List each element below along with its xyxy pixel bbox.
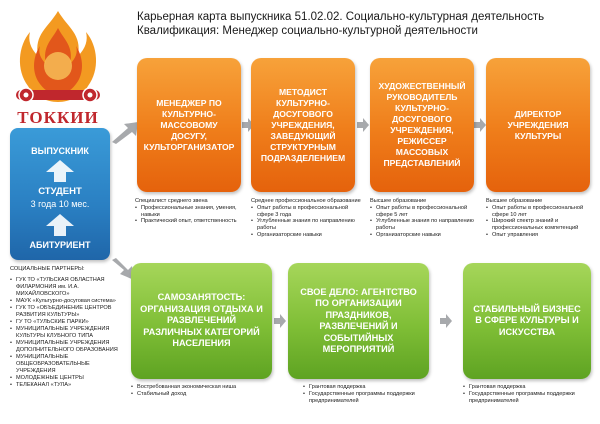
- career-box-culture-organizer: МЕНЕДЖЕР ПО КУЛЬТУРНО-МАССОВОМУ ДОСУГУ, КУЛЬТОРГАНИЗАТОР: [137, 58, 241, 192]
- list-item: • Организаторские навыки: [370, 232, 482, 239]
- list-item: • Востребованная экономическая ниша: [131, 384, 271, 391]
- arrow-right-icon: [474, 118, 486, 132]
- partner-item: • ГУ ТО «ТУЛЬСКИЕ ПАРКИ»: [10, 319, 130, 326]
- social-partners: [10, 266, 130, 389]
- arrow-to-career-icon: [112, 122, 138, 144]
- partner-item: • ТЕЛЕКАНАЛ «ТУЛА»: [10, 382, 130, 389]
- arrow-right-icon: [273, 314, 287, 328]
- list-item: • Грантовая поддержка: [463, 384, 598, 391]
- partner-item: • ГУК ТО «ОБЪЕДИНЕНИЕ ЦЕНТРОВ РАЗВИТИЯ КУЛЬТУРЫ»: [10, 305, 130, 319]
- arrow-right-icon: [357, 118, 369, 132]
- business-box-stable-business: СТАБИЛЬНЫЙ БИЗНЕС В СФЕРЕ КУЛЬТУРЫ И ИСКУССТВА: [463, 263, 591, 379]
- partners-heading: СОЦИАЛЬНЫЕ ПАРТНЕРЫ:: [10, 266, 85, 272]
- requirements-heading: Высшее образование: [486, 198, 543, 204]
- career-requirements: [370, 198, 482, 239]
- arrow-up-icon: [46, 160, 74, 182]
- list-item: • Углубленные знания по направлению работы: [370, 218, 482, 232]
- list-item: • Государственные программы поддержки предпринимателей: [303, 391, 443, 405]
- business-benefits: [303, 384, 443, 404]
- list-item: • Стабильный доход: [131, 391, 271, 398]
- student-path-column: [10, 128, 110, 260]
- list-item: • Опыт работы в профессиональной сфере 3 года: [251, 205, 363, 219]
- career-box-art-director: ХУДОЖЕСТВЕННЫЙ РУКОВОДИТЕЛЬ КУЛЬТУРНО-ДОСУГОВОГО УЧРЕЖДЕНИЯ, РЕЖИССЕР МАССОВЫХ ПРЕДСТАВЛЕНИЙ: [370, 58, 474, 192]
- header: [137, 10, 597, 38]
- business-benefits: [463, 384, 598, 404]
- requirements-heading: Специалист среднего звена: [135, 198, 208, 204]
- arrow-right-icon: [439, 314, 453, 328]
- list-item: • Государственные программы поддержки предпринимателей: [463, 391, 598, 405]
- student-label: СТУДЕНТ: [38, 186, 82, 197]
- list-item: • Опыт управления: [486, 232, 598, 239]
- list-item: • Грантовая поддержка: [303, 384, 443, 391]
- page-title: Карьерная карта выпускника 51.02.02. Социально-культурная деятельность: [137, 11, 545, 23]
- qualification-subtitle: Квалификация: Менеджер социально-культурной деятельности: [137, 25, 478, 37]
- requirements-heading: Среднее профессиональное образование: [251, 198, 361, 204]
- partner-item: • МУНИЦИПАЛЬНЫЕ ОБЩЕОБРАЗОВАТЕЛЬНЫЕ УЧРЕЖДЕНИЯ: [10, 354, 130, 375]
- list-item: • Практический опыт, ответственность: [135, 218, 247, 225]
- graduate-label: ВЫПУСКНИК: [31, 146, 89, 156]
- career-requirements: [135, 198, 247, 225]
- business-benefits: [131, 384, 271, 398]
- career-requirements: [251, 198, 363, 239]
- career-box-director: ДИРЕКТОР УЧРЕЖДЕНИЯ КУЛЬТУРЫ: [486, 58, 590, 192]
- arrow-up-icon: [46, 214, 74, 236]
- business-box-self-employment: САМОЗАНЯТОСТЬ: ОРГАНИЗАЦИЯ ОТДЫХА И РАЗВЛЕЧЕНИЙ РАЗЛИЧНЫХ КАТЕГОРИЙ НАСЕЛЕНИЯ: [131, 263, 272, 379]
- flame-logo-icon: [8, 6, 108, 116]
- business-box-own-agency: СВОЕ ДЕЛО: АГЕНТСТВО ПО ОРГАНИЗАЦИИ ПРАЗДНИКОВ, РАЗВЛЕЧЕНИЙ И СОБЫТИЙНЫХ МЕРОПРИЯТИЙ: [288, 263, 429, 379]
- list-item: • Широкий спектр знаний и профессиональных компетенций: [486, 218, 598, 232]
- partner-item: • МУНИЦИПАЛЬНЫЕ УЧРЕЖДЕНИЯ КУЛЬТУРЫ КЛУБНОГО ТИПА: [10, 326, 130, 340]
- list-item: • Организаторские навыки: [251, 232, 363, 239]
- list-item: • Профессиональные знания, умения, навыки: [135, 205, 247, 219]
- logo-text: ТОККИИ: [17, 108, 99, 127]
- partner-item: • МОЛОДЕЖНЫЕ ЦЕНТРЫ: [10, 375, 130, 382]
- partner-item: • МАУК «Культурно-досуговая система»: [10, 298, 130, 305]
- list-item: • Опыт работы в профессиональной сфере 10 лет: [486, 205, 598, 219]
- career-box-methodist: МЕТОДИСТ КУЛЬТУРНО-ДОСУГОВОГО УЧРЕЖДЕНИЯ, ЗАВЕДУЮЩИЙ СТРУКТУРНЫМ ПОДРАЗДЕЛЕНИЕМ: [251, 58, 355, 192]
- list-item: • Углубленные знания по направлению работы: [251, 218, 363, 232]
- applicant-label: АБИТУРИЕНТ: [29, 240, 91, 250]
- study-duration: 3 года 10 мес.: [30, 199, 90, 209]
- requirements-heading: Высшее образование: [370, 198, 427, 204]
- list-item: • Опыт работы в профессиональной сфере 5 лет: [370, 205, 482, 219]
- partner-item: • ГУК ТО «ТУЛЬСКАЯ ОБЛАСТНАЯ ФИЛАРМОНИЯ им. И.А. МИХАЙЛОВСКОГО»: [10, 277, 130, 298]
- career-requirements: [486, 198, 598, 239]
- partner-item: • МУНИЦИПАЛЬНЫЕ УЧРЕЖДЕНИЯ ДОПОЛНИТЕЛЬНОГО ОБРАЗОВАНИЯ: [10, 340, 130, 354]
